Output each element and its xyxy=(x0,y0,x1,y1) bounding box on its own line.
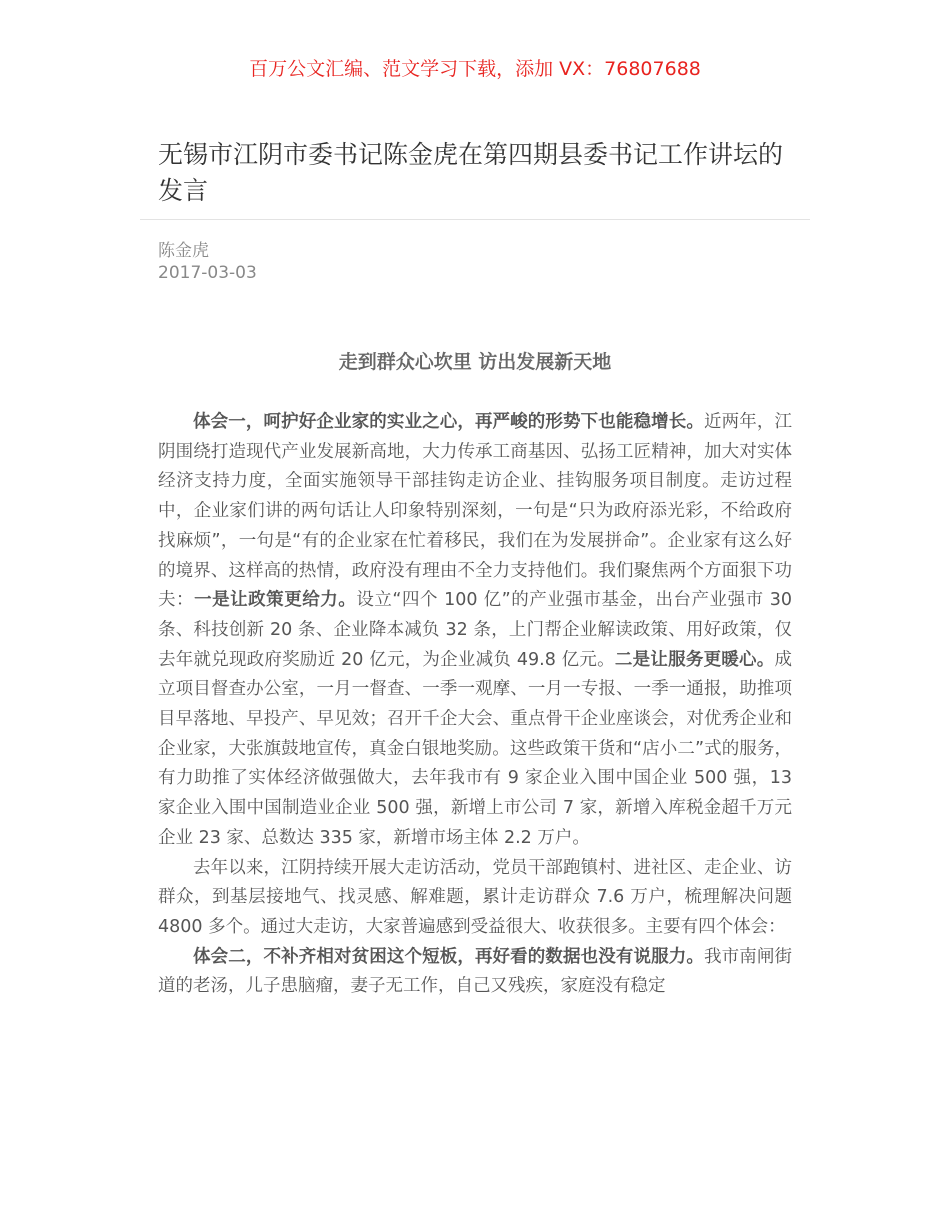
paragraph-1-point-2: 二是让服务更暖心。 xyxy=(614,649,775,670)
paragraph-3 xyxy=(158,943,792,1002)
title-divider xyxy=(140,219,810,220)
paragraph-1-lead: 体会一，呵护好企业家的实业之心，再严峻的形势下也能稳增长。 xyxy=(193,412,705,432)
paragraph-2: 去年以来，江阴持续开展大走访活动，党员干部跑镇村、进社区、走企业、访群众，到基层接地气、找灵感、解难题，累计走访群众 7.6 万户，梳理解决问题 4800 多个。通过大走访，大家普遍感到受益很大、收获很多。主要有四个体会： xyxy=(158,857,792,937)
article-author: 陈金虎 xyxy=(158,241,209,261)
article-body xyxy=(158,408,792,1002)
article-date: 2017-03-03 xyxy=(158,263,257,283)
paragraph-3-text: 我市南闸街道的老汤，儿子患脑瘤，妻子无工作，自己又残疾，家庭没有稳定 xyxy=(158,946,793,997)
paragraph-3-lead: 体会二，不补齐相对贫困这个短板，再好看的数据也没有说服力。 xyxy=(193,946,705,967)
section-heading: 走到群众心坎里 访出发展新天地 xyxy=(338,351,612,373)
article-title: 无锡市江阴市委书记陈金虎在第四期县委书记工作讲坛的发言 xyxy=(158,140,784,205)
paragraph-1-point-1: 一是让政策更给力。 xyxy=(194,590,357,611)
paragraph-1-text-c: 成立项目督查办公室，一月一督查、一季一观摩、一月一专报、一季一通报，助推项目早落地、早投产、早见效；召开千企大会、重点骨干企业座谈会，对优秀企业和企业家，大张旗鼓地宣传，真金白银地奖励。这些政策干货和“店小二”式的服务，有力助推了实体经济做强做大，去年我市有 9 家企业入围中国企业 500 强，13 家企业入围中国制造业企业 500 强，新增上市公司 7 家，新增入库税金超千万元企业 23 家、总数达 335 家，新增市场主体 2.2 万户。 xyxy=(158,649,793,848)
paragraph-1-text-b: 设立“四个 100 亿”的产业强市基金，出台产业强市 30 条、科技创新 20 条、企业降本减负 32 条，上门帮企业解读政策、用好政策，仅去年就兑现政府奖励近 20 亿元，为企业减负 49.8 亿元。 xyxy=(158,590,793,670)
promo-banner: 百万公文汇编、范文学习下载，添加 VX：76807688 xyxy=(249,58,701,80)
paragraph-1-text-a: 近两年，江阴围绕打造现代产业发展新高地，大力传承工商基因、弘扬工匠精神，加大对实体经济支持力度，全面实施领导干部挂钩走访企业、挂钩服务项目制度。走访过程中，企业家们讲的两句话让人印象特别深刻，一句是“只为政府添光彩，不给政府找麻烦”，一句是“有的企业家在忙着移民，我们在为发展拼命”。企业家有这么好的境界、这样高的热情，政府没有理由不全力支持他们。我们聚焦两个方面狠下功夫： xyxy=(158,412,793,611)
paragraph-1 xyxy=(158,408,792,854)
